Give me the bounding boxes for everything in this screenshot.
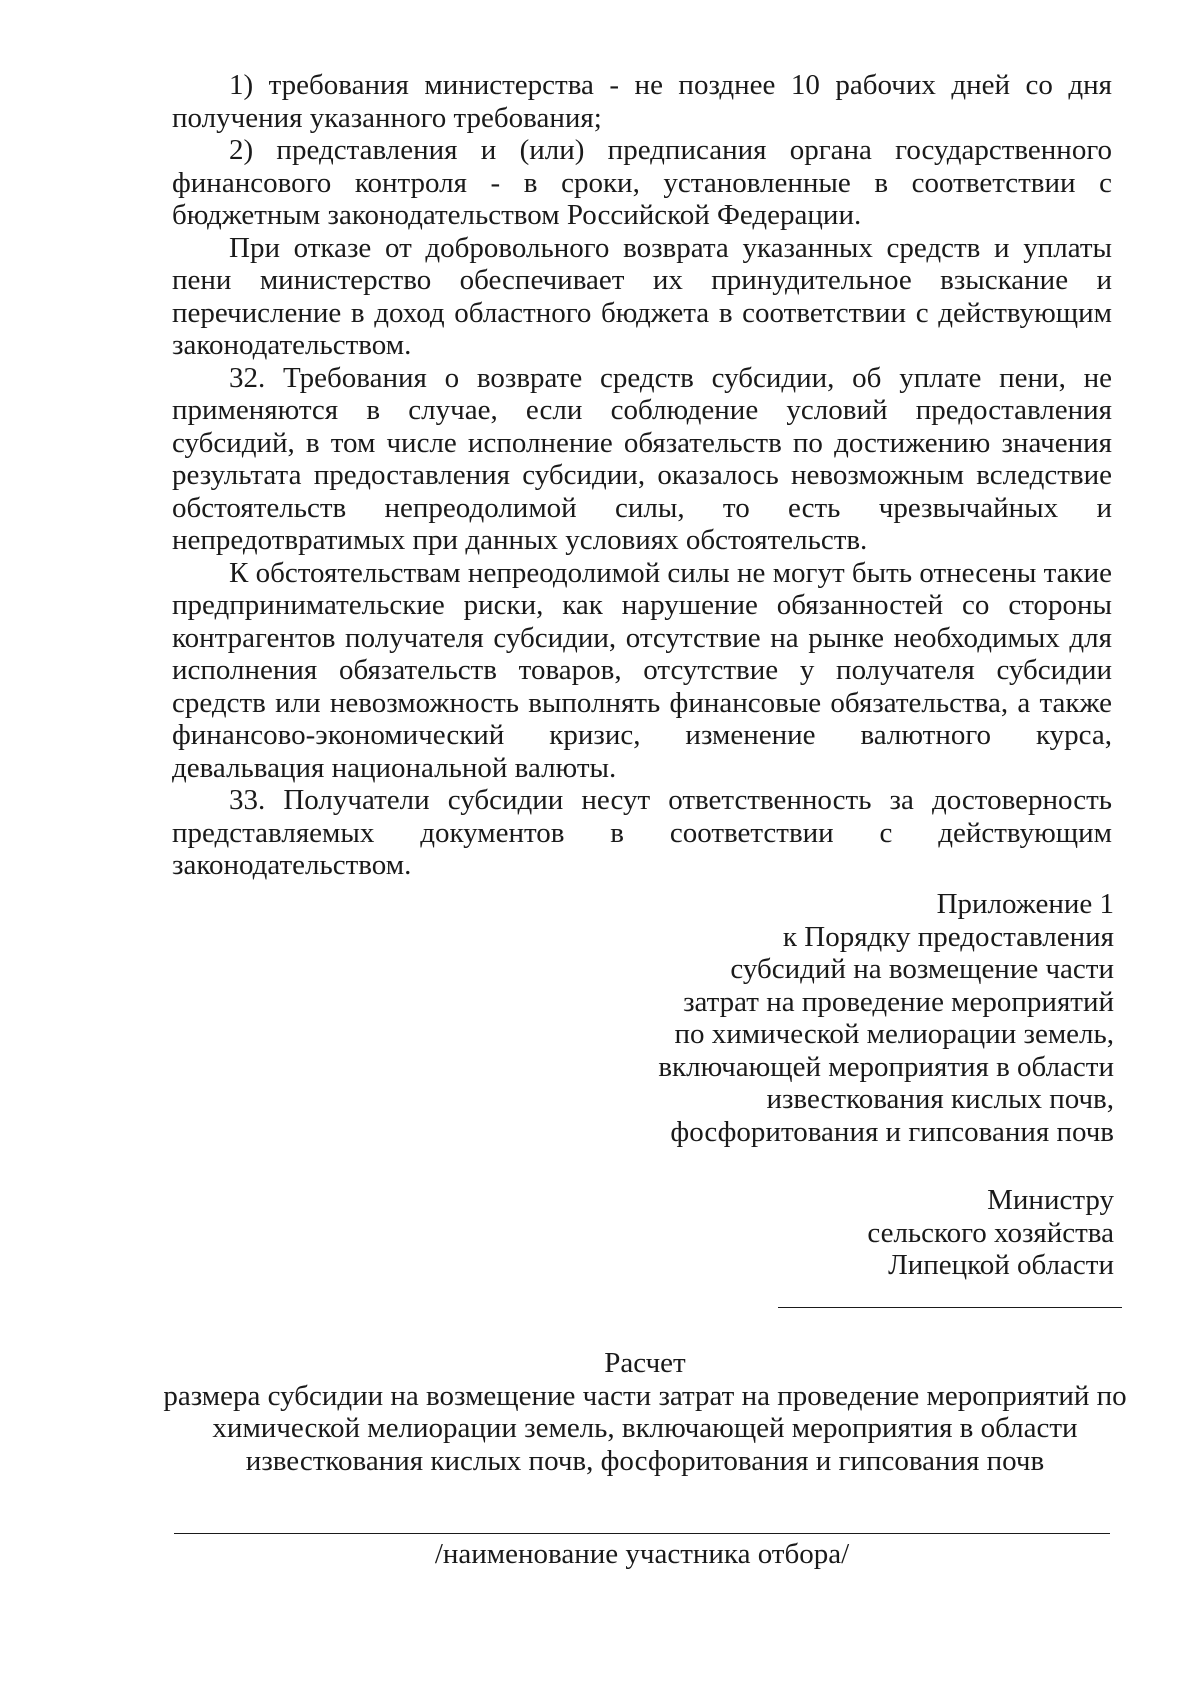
addressee-line: Липецкой области [888, 1249, 1114, 1281]
paragraph-item-1: 1) требования министерства - не позднее 10 рабочих дней со дня получения указанного требования; [172, 69, 1112, 134]
appendix-line: включающей мероприятия в области [658, 1050, 1114, 1083]
calculation-subtitle-line: размера субсидии на возмещение части затрат на проведение мероприятий по [163, 1379, 1127, 1412]
paragraph-force-majeure: К обстоятельствам непреодолимой силы не могут быть отнесены такие предпринимательские риски, как нарушение обязанностей со стороны контрагентов получателя субсидии, отсутствие на рынке необходимых для исполнения обязательств товаров, отсутствие у получателя субсидии средств или невозможность выполнять финансовые обязательства, а также финансово-экономический кризис, изменение валютного курса, девальвация национальной валюты. [172, 556, 1112, 784]
appendix-line: известкования кислых почв, [766, 1083, 1114, 1115]
appendix-line: субсидий на возмещение части [730, 953, 1114, 985]
paragraph-32: 32. Требования о возврате средств субсидии, об уплате пени, не применяются в случае, если соблюдение условий предоставления субсидий, в том числе исполнение обязательств по достижению значения результата предоставления субсидии, оказалось невозможным вследствие обстоятельств непреодолимой силы, то есть чрезвычайных и непредотвратимых при данных условиях обстоятельств. [172, 361, 1112, 556]
appendix-line: затрат на проведение мероприятий [683, 985, 1114, 1018]
appendix-line: к Порядку предоставления [782, 920, 1114, 953]
paragraph-item-2: 2) представления и (или) предписания органа государственного финансового контроля - в сроки, установленные в соответствии с бюджетным законодательством Российской Федерации. [172, 134, 1112, 231]
appendix-line: по химической мелиорации земель, [674, 1018, 1114, 1050]
paragraph-refusal: При отказе от добровольного возврата указанных средств и уплаты пени министерство обеспечивает их принудительное взыскание и перечисление в доход областного бюджета в соответствии с действующим законодательством. [172, 231, 1112, 361]
calculation-subtitle-line: известкования кислых почв, фосфоритования и гипсования почв [245, 1444, 1045, 1477]
calculation-subtitle-line: химической мелиорации земель, включающей мероприятия в области [212, 1412, 1078, 1444]
appendix-line: Приложение 1 [936, 888, 1114, 920]
main-text [172, 69, 1112, 882]
participant-caption: /наименование участника отбора/ [434, 1538, 850, 1570]
addressee-line: Министру [987, 1184, 1114, 1216]
calculation-heading [150, 1347, 1140, 1477]
paragraph-33: 33. Получатели субсидии несут ответственность за достоверность представляемых документов в соответствии с действующим законодательством. [172, 784, 1112, 881]
appendix-header [514, 888, 1114, 1148]
addressee-blank-line [778, 1307, 1122, 1308]
calculation-title: Расчет [604, 1347, 686, 1379]
participant-blank-line [174, 1533, 1110, 1534]
appendix-line: фосфоритования и гипсования почв [670, 1115, 1114, 1148]
addressee-line: сельского хозяйства [867, 1216, 1114, 1249]
addressee-block [514, 1184, 1114, 1282]
